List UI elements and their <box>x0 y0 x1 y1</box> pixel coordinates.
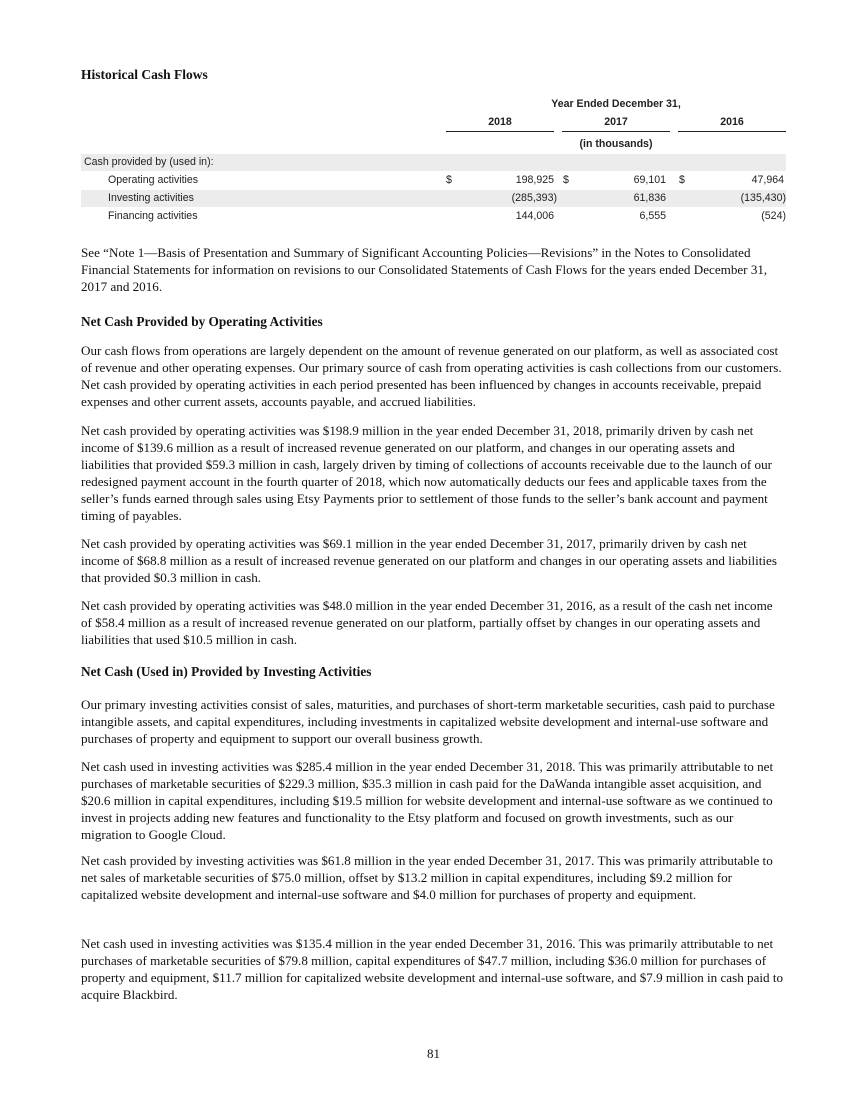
row-label: Financing activities <box>108 210 198 222</box>
table-row <box>81 208 786 225</box>
paragraph: Net cash used in investing activities was $135.4 million in the year ended December 31, 2016. This was primarily attributable to net purchases of marketable securities of $79.8 million, capital expenditures of $47.7 million, including $36.0 million for purchases of property and equipment, $11.7 million for capitalized website development and internal-use software, and $7.9 million in cash paid to acquire Blackbird. <box>81 936 784 1002</box>
value-2017: 6,555 <box>639 210 666 222</box>
value-2018: 144,006 <box>515 210 554 222</box>
revisions-note-paragraph: See “Note 1—Basis of Presentation and Summary of Significant Accounting Policies—Revisions” in the Notes to Consolidated Financial Statements for information on revisions to our Consolidated Statements of Cash Flows for the years ended December 31, 2017 and 2016. <box>81 245 768 294</box>
page-title: Historical Cash Flows <box>81 67 208 82</box>
value-2016: (135,430) <box>740 192 786 204</box>
currency-symbol: $ <box>446 174 452 186</box>
value-2017: 61,836 <box>633 192 666 204</box>
value-2016: (524) <box>761 210 786 222</box>
paragraph: Net cash used in investing activities was $285.4 million in the year ended December 31, 2018. This was primarily attributable to net purchases of marketable securities of $229.3 million, $35.3 million in cash paid for the DaWanda intangible asset acquisition, and $20.6 million in capital expenditures, including $19.5 million for website development and internal-use software as we continued to invest in projects adding new features and functionality to the Etsy platform and focused on growth investments, such as our migration to Google Cloud. <box>81 759 774 842</box>
paragraph: Net cash provided by operating activities was $69.1 million in the year ended December 31, 2017, primarily driven by cash net income of $68.8 million as a result of increased revenue generated on our platform and changes in our operating assets and liabilities that provided $0.3 million in cash. <box>81 536 777 585</box>
table-row <box>81 190 786 207</box>
currency-symbol: $ <box>679 174 685 186</box>
paragraph: Our primary investing activities consist of sales, maturities, and purchases of short-term marketable securities, cash paid to purchase intangible assets, and capital expenditures, including investments in capitalized website development and internal-use software and purchases of property and equipment to support our overall business growth. <box>81 697 775 746</box>
section-heading-investing: Net Cash (Used in) Provided by Investing Activities <box>81 664 372 679</box>
header-rule <box>678 131 786 132</box>
table-caption: Year Ended December 31, <box>551 98 681 110</box>
section-label: Cash provided by (used in): <box>84 156 214 168</box>
paragraph: Our cash flows from operations are largely dependent on the amount of revenue generated on our platform, as well as associated cost of revenue and other operating expenses. Our primary source of cash from operating activities is cash collections from our customers. Net cash provided by operating activities in each period presented has been influenced by changes in accounts receivable, prepaid expenses and other current assets, accounts payable, and accrued liabilities. <box>81 343 782 409</box>
value-2017: 69,101 <box>633 174 666 186</box>
paragraph: Net cash provided by operating activities was $198.9 million in the year ended December 31, 2018, primarily driven by cash net income of $139.6 million as a result of increased revenue generated on our platform, and changes in our operating assets and liabilities that provided $59.3 million in cash, largely driven by timing of collections of accounts receivable due to the launch of our redesigned payment account in the fourth quarter of 2018, which now automatically deducts our fees and applicable taxes from the seller’s funds earned through sales using Etsy Payments prior to settlement of those funds to the seller’s bank account and payment timing of payables. <box>81 423 773 523</box>
value-2016: 47,964 <box>751 174 784 186</box>
value-2018: 198,925 <box>515 174 554 186</box>
year-header-2017: 2017 <box>604 116 628 128</box>
value-2018: (285,393) <box>511 192 557 204</box>
year-header-2018: 2018 <box>488 116 512 128</box>
header-rule <box>562 131 670 132</box>
row-label: Investing activities <box>108 192 194 204</box>
table-row <box>81 154 786 171</box>
currency-symbol: $ <box>563 174 569 186</box>
year-header-2016: 2016 <box>720 116 744 128</box>
paragraph: Net cash provided by operating activities was $48.0 million in the year ended December 31, 2016, as a result of the cash net income of $58.4 million as a result of increased revenue generated on our platform, partially offset by changes in our operating assets and liabilities that used $10.5 million in cash. <box>81 598 773 647</box>
section-heading-operating: Net Cash Provided by Operating Activities <box>81 314 323 329</box>
table-row <box>81 172 786 189</box>
row-label: Operating activities <box>108 174 199 186</box>
page-number: 81 <box>427 1046 440 1061</box>
header-rule <box>446 131 554 132</box>
table-unit: (in thousands) <box>579 138 653 150</box>
paragraph: Net cash provided by investing activities was $61.8 million in the year ended December 31, 2017. This was primarily attributable to net sales of marketable securities of $75.0 million, offset by $13.2 million in capital expenditures, including $9.2 million for capitalized website development and internal-use software and $4.0 million for purchases of property and equipment. <box>81 853 773 902</box>
